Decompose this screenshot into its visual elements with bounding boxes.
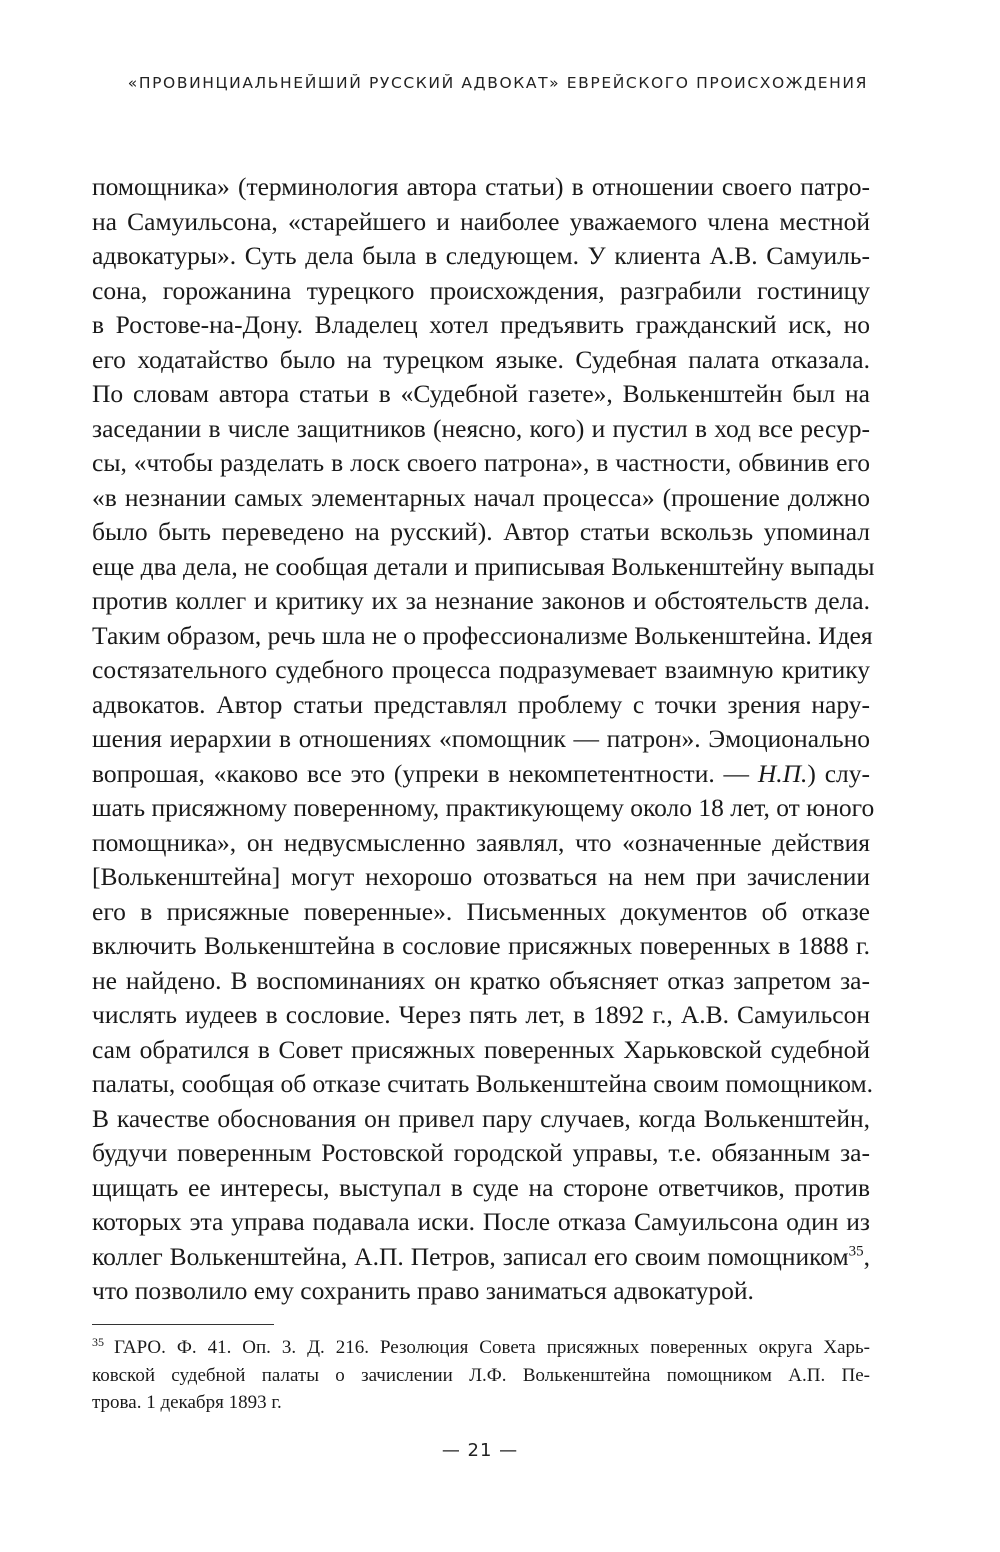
text-line: не найдено. В воспоминаниях он кратко объясняет отказ запретом за- (92, 965, 870, 995)
text-line: сам обратился в Совет присяжных поверенных Харьковской судебной (92, 1034, 870, 1064)
text-line: которых эта управа подавала иски. После отказа Самуильсона один из (92, 1207, 870, 1236)
text-line: что позволило ему сохранить право заниматься адвокатурой. (92, 1276, 754, 1305)
text-line: против коллег и критику их за незнание законов и обстоятельств дела. (92, 586, 870, 615)
text-line: В качестве обоснования он привел пару случаев, когда Волькенштейн, (92, 1103, 870, 1133)
footnote-divider (92, 1324, 274, 1325)
text-segment: вопрошая, «каково все это (упреки в некомпетентности. — (92, 758, 758, 788)
text-line: его в присяжные поверенные». Письменных документов об отказе (92, 896, 870, 926)
text-line: сы, «чтобы разделать в лоск своего патрона», в частности, обвинив его (92, 448, 870, 477)
text-line: «в незнании самых элементарных начал процесса» (прошение должно (92, 482, 870, 512)
page-number: — 21 — (441, 1440, 519, 1461)
author-initials: Н.П. (757, 758, 808, 788)
text-line: в Ростове-на-Дону. Владелец хотел предъявить гражданский иск, но (92, 310, 870, 339)
text-line: [Волькенштейна] могут нехорошо отозваться на нем при зачислении (92, 862, 870, 891)
text-line: будучи поверенным Ростовской городской управы, т.е. обязанным за- (92, 1138, 870, 1167)
footnote-text: ГАРО. Ф. 41. Оп. 3. Д. 216. Резолюция Совета присяжных поверенных округа Харь- (114, 1337, 870, 1358)
text-line: палаты, сообщая об отказе считать Волькенштейна своим помощником. (92, 1069, 873, 1098)
text-line: коллег Волькенштейна, А.П. Петров, записал его своим помощником$^{35}$, (92, 1241, 870, 1271)
running-head: «ПРОВИНЦИАЛЬНЕЙШИЙ РУССКИЙ АДВОКАТ» ЕВРЕЙСКОГО ПРОИСХОЖДЕНИЯ (127, 74, 868, 92)
text-line: числять иудеев в сословие. Через пять лет, в 1892 г., А.В. Самуильсон (92, 1000, 870, 1029)
text-line: По словам автора статьи в «Судебной газете», Волькенштейн был на (92, 379, 870, 408)
footnote-line: трова. 1 декабря 1893 г. (92, 1392, 282, 1413)
text-line: адвокатов. Автор статьи представлял проблему с точки зрения нару- (92, 689, 870, 719)
text-line: включить Волькенштейна в сословие присяжных поверенных в 1888 г. (92, 931, 870, 960)
text-line: еще два дела, не сообщая детали и приписывая Волькенштейну выпады (92, 551, 875, 581)
footnote-marker: 35 (92, 1334, 104, 1349)
text-line: состязательного судебного процесса подразумевает взаимную критику (92, 655, 870, 684)
text-line: заседании в числе защитников (неясно, кого) и пустил в ход все ресур- (92, 413, 870, 443)
text-line: сона, горожанина турецкого происхождения, разграбили гостиницу (92, 275, 870, 305)
text-line: было быть переведено на русский). Автор статьи вскользь упоминал (92, 517, 870, 546)
text-line: его ходатайство было на турецком языке. Судебная палата отказала. (92, 344, 870, 374)
text-line: на Самуильсона, «старейшего и наиболее уважаемого члена местной (92, 206, 870, 236)
text-line: щищать ее интересы, выступал в суде на стороне ответчиков, против (92, 1172, 870, 1202)
text-line: Таким образом, речь шла не о профессионализме Волькенштейна. Идея (92, 620, 873, 650)
text-segment: коллег Волькенштейна, А.П. Петров, записал его своим помощником (92, 1241, 849, 1271)
main-text (92, 170, 875, 1309)
footnote-reference[interactable]: 35 (848, 1243, 864, 1259)
footnote (92, 1334, 870, 1417)
text-line: помощника», он недвусмысленно заявлял, что «означенные действия (92, 827, 870, 857)
text-line: адвокатуры». Суть дела была в следующем. У клиента А.В. Самуиль- (92, 241, 870, 270)
text-line: шения иерархии в отношениях «помощник — патрон». Эмоционально (92, 724, 870, 753)
text-line: помощника» (терминология автора статьи) в отношении своего патро- (92, 172, 870, 201)
text-line: шать присяжному поверенному, практикующему около 18 лет, от юного (92, 793, 875, 822)
text-segment: ) слу- (807, 758, 870, 788)
footnote-line (92, 1334, 870, 1362)
footnote-line: ковской судебной палаты о зачислении Л.Ф. Волькенштейна помощником А.П. Пе- (92, 1364, 870, 1386)
text-line (92, 757, 870, 792)
